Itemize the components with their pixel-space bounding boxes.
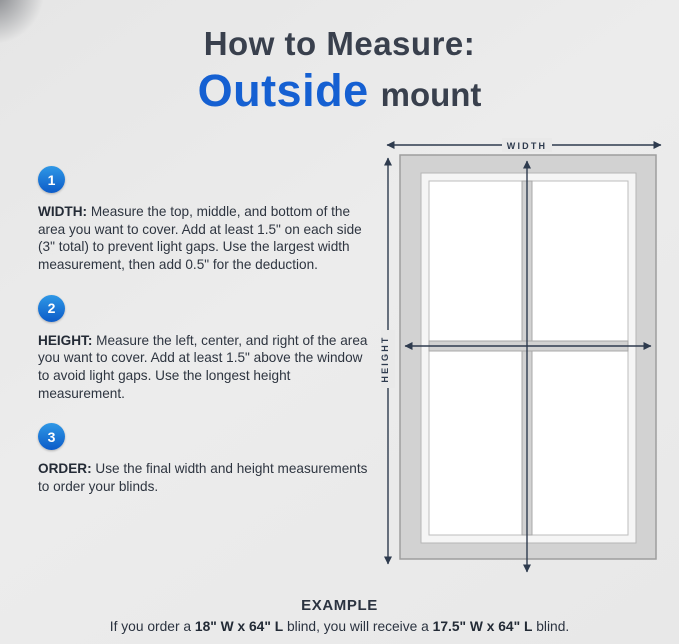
example-sentence [0,619,679,634]
instruction-steps [38,166,376,517]
window-diagram-svg [372,128,672,590]
step-1-text [38,203,376,274]
example-section [0,597,679,634]
step-2-label: HEIGHT: [38,332,93,348]
example-ordered-size: 18" W x 64" L [194,619,284,634]
height-dimension-label: HEIGHT [380,335,390,383]
example-received-size: 17.5" W x 64" L [432,619,533,634]
step-2-height [38,295,376,403]
step-1-width [38,166,376,274]
title-mount: mount [380,76,482,114]
step-3-text [38,460,376,495]
title-line-2 [0,66,679,116]
step-3-body: Use the final width and height measurements to order your blinds. [38,461,368,495]
window-measurement-diagram [372,128,672,590]
page-title [0,26,679,116]
step-1-number-badge: 1 [38,166,65,193]
step-3-order [38,423,376,495]
example-title: EXAMPLE [301,597,378,614]
step-2-text [38,332,376,403]
title-accent-outside: Outside [197,65,369,117]
example-suffix: blind. [532,619,570,634]
example-prefix: If you order a [109,619,195,634]
width-dimension-label: WIDTH [506,141,548,151]
step-2-number-badge: 2 [38,295,65,322]
step-3-label: ORDER: [38,461,92,477]
title-line-1: How to Measure: [203,25,476,62]
step-2-body: Measure the left, center, and right of the area you want to cover. Add at least 1.5" above the window to avoid light gaps. Use the longest height measurement. [38,332,368,401]
step-3-number-badge: 3 [38,423,65,450]
example-middle: blind, you will receive a [283,619,433,634]
step-1-label: WIDTH: [38,204,88,219]
step-1-body: Measure the top, middle, and bottom of the area you want to cover. Add at least 1.5" on each side (3" total) to prevent light gaps. Use the largest width measurement, then add 0.5" for the deduction. [38,204,362,273]
